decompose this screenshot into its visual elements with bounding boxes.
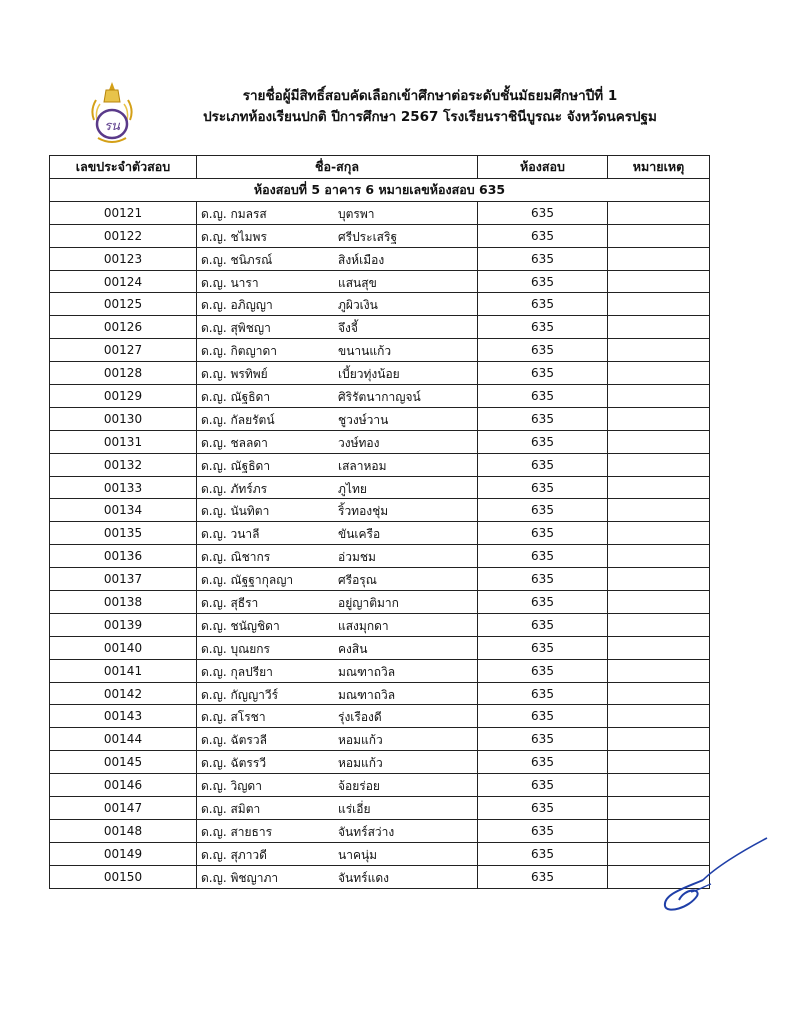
student-last-name: สิงห์เมือง bbox=[338, 252, 385, 267]
table-row bbox=[50, 842, 710, 865]
table-row bbox=[50, 270, 710, 293]
student-first-name: ด.ญ. วนาลี bbox=[201, 527, 260, 542]
student-first-name: ด.ญ. ภัทร์ภร bbox=[201, 481, 268, 496]
student-name-cell bbox=[197, 568, 478, 591]
student-last-name: ขันเครือ bbox=[338, 527, 381, 542]
exam-id-cell: 00134 bbox=[50, 499, 197, 522]
exam-room-cell: 635 bbox=[478, 385, 608, 408]
exam-id-cell: 00122 bbox=[50, 224, 197, 247]
remarks-cell bbox=[608, 430, 710, 453]
exam-id-cell: 00127 bbox=[50, 339, 197, 362]
student-name-cell bbox=[197, 522, 478, 545]
student-first-name: ด.ญ. วิญดา bbox=[201, 779, 262, 794]
student-name-cell bbox=[197, 797, 478, 820]
exam-room-cell: 635 bbox=[478, 728, 608, 751]
student-name-cell bbox=[197, 636, 478, 659]
student-first-name: ด.ญ. พรทิพย์ bbox=[201, 367, 268, 382]
student-name-cell bbox=[197, 774, 478, 797]
student-first-name: ด.ญ. นันทิตา bbox=[201, 504, 270, 519]
table-row bbox=[50, 774, 710, 797]
remarks-cell bbox=[608, 316, 710, 339]
remarks-cell bbox=[608, 797, 710, 820]
exam-id-cell: 00147 bbox=[50, 797, 197, 820]
student-last-name: บุตรพา bbox=[338, 206, 375, 221]
remarks-cell bbox=[608, 270, 710, 293]
exam-id-cell: 00138 bbox=[50, 591, 197, 614]
exam-room-cell: 635 bbox=[478, 499, 608, 522]
remarks-cell bbox=[608, 545, 710, 568]
student-first-name: ด.ญ. กมลรส bbox=[201, 206, 267, 221]
remarks-cell bbox=[608, 568, 710, 591]
student-name-cell bbox=[197, 659, 478, 682]
header-exam-id: เลขประจำตัวสอบ bbox=[50, 156, 197, 179]
student-last-name: อ่วมชม bbox=[338, 550, 376, 565]
table-row bbox=[50, 430, 710, 453]
student-last-name: เบี้ยวทุ่งน้อย bbox=[338, 367, 400, 382]
exam-id-cell: 00121 bbox=[50, 201, 197, 224]
student-first-name: ด.ญ. สุพิชญา bbox=[201, 321, 271, 336]
student-last-name: เสลาหอม bbox=[338, 458, 387, 473]
remarks-cell bbox=[608, 293, 710, 316]
exam-id-cell: 00146 bbox=[50, 774, 197, 797]
student-last-name: แสงมุกดา bbox=[338, 618, 389, 633]
exam-id-cell: 00139 bbox=[50, 613, 197, 636]
remarks-cell bbox=[608, 499, 710, 522]
exam-room-subheader bbox=[50, 179, 710, 202]
exam-room-cell: 635 bbox=[478, 247, 608, 270]
student-name-cell bbox=[197, 201, 478, 224]
exam-id-cell: 00144 bbox=[50, 728, 197, 751]
exam-room-cell: 635 bbox=[478, 476, 608, 499]
header-full-name: ชื่อ-สกุล bbox=[197, 156, 478, 179]
student-last-name: วงษ์ทอง bbox=[338, 435, 380, 450]
exam-room-cell: 635 bbox=[478, 545, 608, 568]
student-first-name: ด.ญ. สมิตา bbox=[201, 802, 261, 817]
header-remarks: หมายเหตุ bbox=[608, 156, 710, 179]
exam-room-cell: 635 bbox=[478, 339, 608, 362]
exam-room-cell: 635 bbox=[478, 362, 608, 385]
exam-room-cell: 635 bbox=[478, 865, 608, 888]
table-row bbox=[50, 728, 710, 751]
table-row bbox=[50, 293, 710, 316]
remarks-cell bbox=[608, 407, 710, 430]
student-last-name: ชูวงษ์วาน bbox=[338, 412, 389, 427]
exam-id-cell: 00137 bbox=[50, 568, 197, 591]
exam-room-cell: 635 bbox=[478, 591, 608, 614]
student-name-cell bbox=[197, 545, 478, 568]
remarks-cell bbox=[608, 224, 710, 247]
table-row bbox=[50, 522, 710, 545]
student-first-name: ด.ญ. ณัฐฐากุลญา bbox=[201, 573, 294, 588]
student-name-cell bbox=[197, 591, 478, 614]
table-row bbox=[50, 591, 710, 614]
student-name-cell bbox=[197, 751, 478, 774]
student-last-name: แสนสุข bbox=[338, 275, 377, 290]
table-row bbox=[50, 797, 710, 820]
exam-id-cell: 00131 bbox=[50, 430, 197, 453]
exam-id-cell: 00130 bbox=[50, 407, 197, 430]
student-last-name: จ้อยร่อย bbox=[338, 779, 380, 794]
exam-id-cell: 00136 bbox=[50, 545, 197, 568]
student-name-cell bbox=[197, 385, 478, 408]
remarks-cell bbox=[608, 339, 710, 362]
student-first-name: ด.ญ. สโรชา bbox=[201, 710, 266, 725]
remarks-cell bbox=[608, 682, 710, 705]
remarks-cell bbox=[608, 659, 710, 682]
exam-id-cell: 00129 bbox=[50, 385, 197, 408]
exam-id-cell: 00128 bbox=[50, 362, 197, 385]
student-name-cell bbox=[197, 453, 478, 476]
student-name-cell bbox=[197, 613, 478, 636]
student-first-name: ด.ญ. กัลยรัตน์ bbox=[201, 412, 275, 427]
exam-id-cell: 00135 bbox=[50, 522, 197, 545]
student-last-name: จันทร์สว่าง bbox=[338, 824, 395, 839]
exam-id-cell: 00145 bbox=[50, 751, 197, 774]
exam-room-cell: 635 bbox=[478, 705, 608, 728]
table-row bbox=[50, 339, 710, 362]
exam-room-cell: 635 bbox=[478, 453, 608, 476]
exam-room-cell: 635 bbox=[478, 568, 608, 591]
table-header-row bbox=[50, 156, 710, 179]
exam-room-cell: 635 bbox=[478, 842, 608, 865]
student-name-cell bbox=[197, 270, 478, 293]
document-title bbox=[150, 86, 710, 128]
student-first-name: ด.ญ. กิตญาดา bbox=[201, 344, 278, 359]
exam-id-cell: 00133 bbox=[50, 476, 197, 499]
exam-room-cell: 635 bbox=[478, 224, 608, 247]
exam-room-cell: 635 bbox=[478, 407, 608, 430]
student-first-name: ด.ญ. ณิชากร bbox=[201, 550, 271, 565]
student-last-name: ขนานแก้ว bbox=[338, 344, 392, 359]
exam-room-cell: 635 bbox=[478, 522, 608, 545]
student-name-cell bbox=[197, 339, 478, 362]
student-name-cell bbox=[197, 819, 478, 842]
student-first-name: ด.ญ. ณัฐธิดา bbox=[201, 390, 271, 405]
student-last-name: จึงจี้ bbox=[338, 321, 358, 336]
exam-room-cell: 635 bbox=[478, 682, 608, 705]
table-row bbox=[50, 476, 710, 499]
remarks-cell bbox=[608, 385, 710, 408]
exam-id-cell: 00126 bbox=[50, 316, 197, 339]
student-last-name: หอมแก้ว bbox=[338, 733, 383, 748]
student-first-name: ด.ญ. กุลปรียา bbox=[201, 664, 273, 679]
student-last-name: อยู่ญาติมาก bbox=[338, 596, 399, 611]
student-name-cell bbox=[197, 430, 478, 453]
student-last-name: แร่เอี่ย bbox=[338, 802, 371, 817]
exam-id-cell: 00123 bbox=[50, 247, 197, 270]
student-first-name: ด.ญ. ฉัตรรวี bbox=[201, 756, 267, 771]
exam-room-cell: 635 bbox=[478, 636, 608, 659]
exam-room-cell: 635 bbox=[478, 774, 608, 797]
exam-id-cell: 00141 bbox=[50, 659, 197, 682]
remarks-cell bbox=[608, 591, 710, 614]
student-first-name: ด.ญ. สุธีรา bbox=[201, 596, 259, 611]
student-name-cell bbox=[197, 728, 478, 751]
school-emblem-icon bbox=[88, 80, 136, 148]
exam-id-cell: 00150 bbox=[50, 865, 197, 888]
student-last-name: คงสิน bbox=[338, 641, 368, 656]
remarks-cell bbox=[608, 362, 710, 385]
student-first-name: ด.ญ. กัญญาวีร์ bbox=[201, 687, 279, 702]
title-line-1: รายชื่อผู้มีสิทธิ์สอบคัดเลือกเข้าศึกษาต่อระดับชั้นมัธยมศึกษาปีที่ 1 bbox=[242, 88, 618, 104]
remarks-cell bbox=[608, 476, 710, 499]
remarks-cell bbox=[608, 247, 710, 270]
table-row bbox=[50, 545, 710, 568]
table-row bbox=[50, 751, 710, 774]
title-line-2: ประเภทห้องเรียนปกติ ปีการศึกษา 2567 โรงเรียนราชินีบูรณะ จังหวัดนครปฐม bbox=[203, 109, 657, 125]
exam-room-cell: 635 bbox=[478, 270, 608, 293]
exam-id-cell: 00140 bbox=[50, 636, 197, 659]
remarks-cell bbox=[608, 774, 710, 797]
table-row bbox=[50, 659, 710, 682]
svg-text:รน: รน bbox=[104, 119, 120, 134]
remarks-cell bbox=[608, 636, 710, 659]
exam-id-cell: 00143 bbox=[50, 705, 197, 728]
exam-room-cell: 635 bbox=[478, 751, 608, 774]
table-row bbox=[50, 705, 710, 728]
exam-id-cell: 00149 bbox=[50, 842, 197, 865]
exam-room-cell: 635 bbox=[478, 201, 608, 224]
exam-room-label: ห้องสอบที่ 5 อาคาร 6 หมายเลขห้องสอบ 635 bbox=[50, 179, 710, 202]
exam-id-cell: 00148 bbox=[50, 819, 197, 842]
exam-room-cell: 635 bbox=[478, 293, 608, 316]
student-last-name: นาคนุ่ม bbox=[338, 847, 378, 862]
student-first-name: ด.ญ. ฉัตรวลี bbox=[201, 733, 267, 748]
exam-room-cell: 635 bbox=[478, 430, 608, 453]
student-last-name: ศรีอรุณ bbox=[338, 573, 377, 588]
student-last-name: ริ้วทองชุ่ม bbox=[338, 504, 389, 519]
table-row bbox=[50, 636, 710, 659]
table-row bbox=[50, 682, 710, 705]
student-name-cell bbox=[197, 682, 478, 705]
student-last-name: มณฑาถวิล bbox=[338, 687, 396, 702]
exam-room-cell: 635 bbox=[478, 659, 608, 682]
exam-room-cell: 635 bbox=[478, 819, 608, 842]
student-first-name: ด.ญ. สุภาวดี bbox=[201, 847, 267, 862]
table-row bbox=[50, 385, 710, 408]
table-row bbox=[50, 316, 710, 339]
student-first-name: ด.ญ. พิชญาภา bbox=[201, 870, 279, 885]
student-name-cell bbox=[197, 293, 478, 316]
student-first-name: ด.ญ. ชไมพร bbox=[201, 229, 267, 244]
exam-id-cell: 00125 bbox=[50, 293, 197, 316]
student-last-name: รุ่งเรืองดี bbox=[338, 710, 382, 725]
student-last-name: จันทร์แดง bbox=[338, 870, 389, 885]
exam-room-cell: 635 bbox=[478, 316, 608, 339]
student-first-name: ด.ญ. ณัฐธิดา bbox=[201, 458, 271, 473]
student-last-name: ภูผิวเงิน bbox=[338, 298, 378, 313]
student-first-name: ด.ญ. ชลลดา bbox=[201, 435, 268, 450]
student-name-cell bbox=[197, 316, 478, 339]
table-row bbox=[50, 247, 710, 270]
student-name-cell bbox=[197, 407, 478, 430]
table-row bbox=[50, 499, 710, 522]
exam-room-cell: 635 bbox=[478, 797, 608, 820]
student-first-name: ด.ญ. สายธาร bbox=[201, 824, 273, 839]
student-last-name: หอมแก้ว bbox=[338, 756, 383, 771]
table-row bbox=[50, 224, 710, 247]
student-name-cell bbox=[197, 865, 478, 888]
student-first-name: ด.ญ. นารา bbox=[201, 275, 259, 290]
student-name-cell bbox=[197, 499, 478, 522]
remarks-cell bbox=[608, 201, 710, 224]
student-name-cell bbox=[197, 224, 478, 247]
student-name-cell bbox=[197, 705, 478, 728]
student-first-name: ด.ญ. อภิญญา bbox=[201, 298, 273, 313]
student-first-name: ด.ญ. ชนิภรณ์ bbox=[201, 252, 273, 267]
student-first-name: ด.ญ. บุณยกร bbox=[201, 641, 270, 656]
handwritten-signature-icon bbox=[655, 830, 775, 915]
table-row bbox=[50, 613, 710, 636]
remarks-cell bbox=[608, 751, 710, 774]
remarks-cell bbox=[608, 453, 710, 476]
table-row bbox=[50, 201, 710, 224]
student-first-name: ด.ญ. ชนัญชิดา bbox=[201, 618, 280, 633]
exam-roster-table bbox=[49, 155, 710, 889]
remarks-cell bbox=[608, 705, 710, 728]
table-row bbox=[50, 819, 710, 842]
exam-room-cell: 635 bbox=[478, 613, 608, 636]
student-last-name: มณฑาถวิล bbox=[338, 664, 396, 679]
header-exam-room: ห้องสอบ bbox=[478, 156, 608, 179]
student-name-cell bbox=[197, 247, 478, 270]
table-row bbox=[50, 362, 710, 385]
student-last-name: ศรีประเสริฐ bbox=[338, 229, 398, 244]
student-name-cell bbox=[197, 362, 478, 385]
student-name-cell bbox=[197, 476, 478, 499]
exam-id-cell: 00142 bbox=[50, 682, 197, 705]
remarks-cell bbox=[608, 728, 710, 751]
table-row bbox=[50, 865, 710, 888]
remarks-cell bbox=[608, 522, 710, 545]
table-row bbox=[50, 407, 710, 430]
student-name-cell bbox=[197, 842, 478, 865]
exam-id-cell: 00132 bbox=[50, 453, 197, 476]
table-row bbox=[50, 453, 710, 476]
table-row bbox=[50, 568, 710, 591]
student-last-name: ภูไทย bbox=[338, 481, 367, 496]
student-last-name: ศิริรัตนากาญจน์ bbox=[338, 390, 421, 405]
remarks-cell bbox=[608, 613, 710, 636]
exam-id-cell: 00124 bbox=[50, 270, 197, 293]
